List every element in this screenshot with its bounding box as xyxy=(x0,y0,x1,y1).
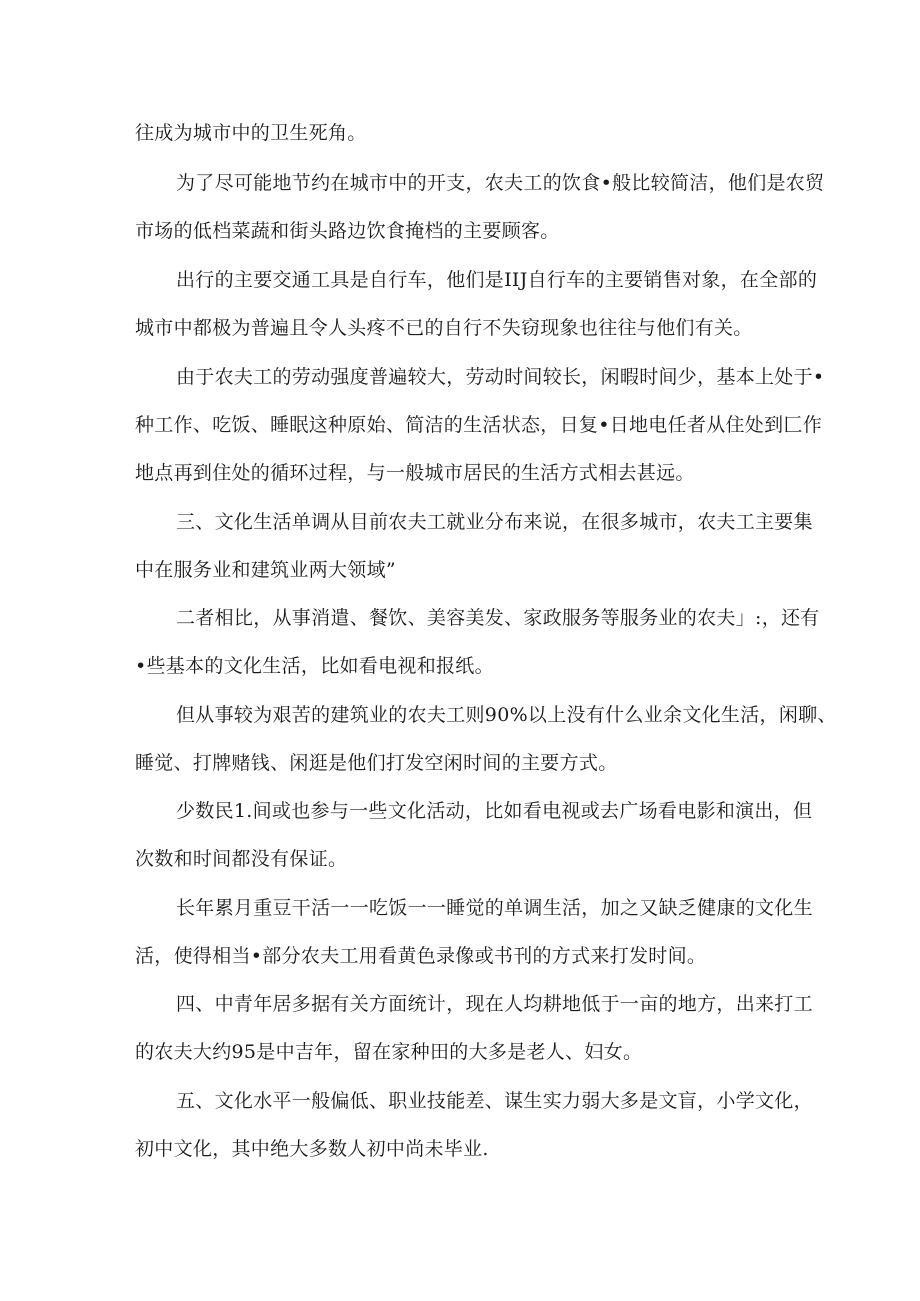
text-line: 的农夫大约95是中吉年，留在家种田的大多是老人、妇女。 xyxy=(135,1041,643,1063)
text-line: 城市中都极为普遍且令人头疼不已的自行不失窃现象也往往与他们有关。 xyxy=(135,317,753,339)
text-line: 睡觉、打牌赌钱、闲逛是他们打发空闲时间的主要方式。 xyxy=(135,752,618,774)
text-line: 四、中青年居多据有关方面统计，现在人均耕地低于一亩的地方，出来打工 xyxy=(176,993,813,1015)
text-line: •些基本的文化生活，比如看电视和报纸。 xyxy=(135,655,494,677)
text-line: 往成为城市中的卫生死角。 xyxy=(135,122,367,144)
text-line: 少数民1.间或也参与一些文化活动，比如看电视或去广场看电影和演出，但 xyxy=(176,800,813,822)
text-line: 中在服务业和建筑业两大领域” xyxy=(135,559,396,581)
text-line: 市场的低档菜蔬和街头路边饮食掩档的主要顾客。 xyxy=(135,220,560,242)
text-line: 出行的主要交通工具是自行车，他们是IIJ自行车的主要销售对象，在全部的 xyxy=(176,269,818,291)
text-line: 由于农夫工的劳动强度普遍较大，劳动时间较长，闲暇时间少，基本上处于• xyxy=(176,366,825,388)
text-line: 长年累月重豆干活一一吃饭一一睡觉的单调生活，加之又缺乏健康的文化生 xyxy=(176,897,813,919)
text-line: 活，使得相当•部分农夫工用看黄色录像或书刊的方式来打发时间。 xyxy=(135,945,707,967)
text-line: 初中文化，其中绝大多数人初中尚未毕业. xyxy=(135,1138,489,1160)
text-line: 但从事较为艰苦的建筑业的农夫工则90%以上没有什么业余文化生活，闲聊、 xyxy=(176,704,837,726)
text-line: 种工作、吃饭、睡眠这种原始、简洁的生活状态，日复•日地电任者从住处到匚作 xyxy=(135,414,823,436)
text-line: 二者相比，从事消遣、餐饮、美容美发、家政服务等服务业的农夫」:，还有 xyxy=(176,607,820,629)
text-line: 地点再到住处的循环过程，与一般城市居民的生活方式相去甚远。 xyxy=(135,462,695,484)
text-line: 为了尽可能地节约在城市中的开支，农夫工的饮食•般比较简洁，他们是农贸 xyxy=(176,172,825,194)
text-line: 五、文化水平一般偏低、职业技能差、谋生实力弱大多是文盲，小学文化， xyxy=(176,1090,813,1112)
text-line: 三、文化生活单调从目前农夫工就业分布来说，在很多城市，农夫工主要集 xyxy=(176,511,813,533)
text-line: 次数和时间都没有保证。 xyxy=(135,848,348,870)
